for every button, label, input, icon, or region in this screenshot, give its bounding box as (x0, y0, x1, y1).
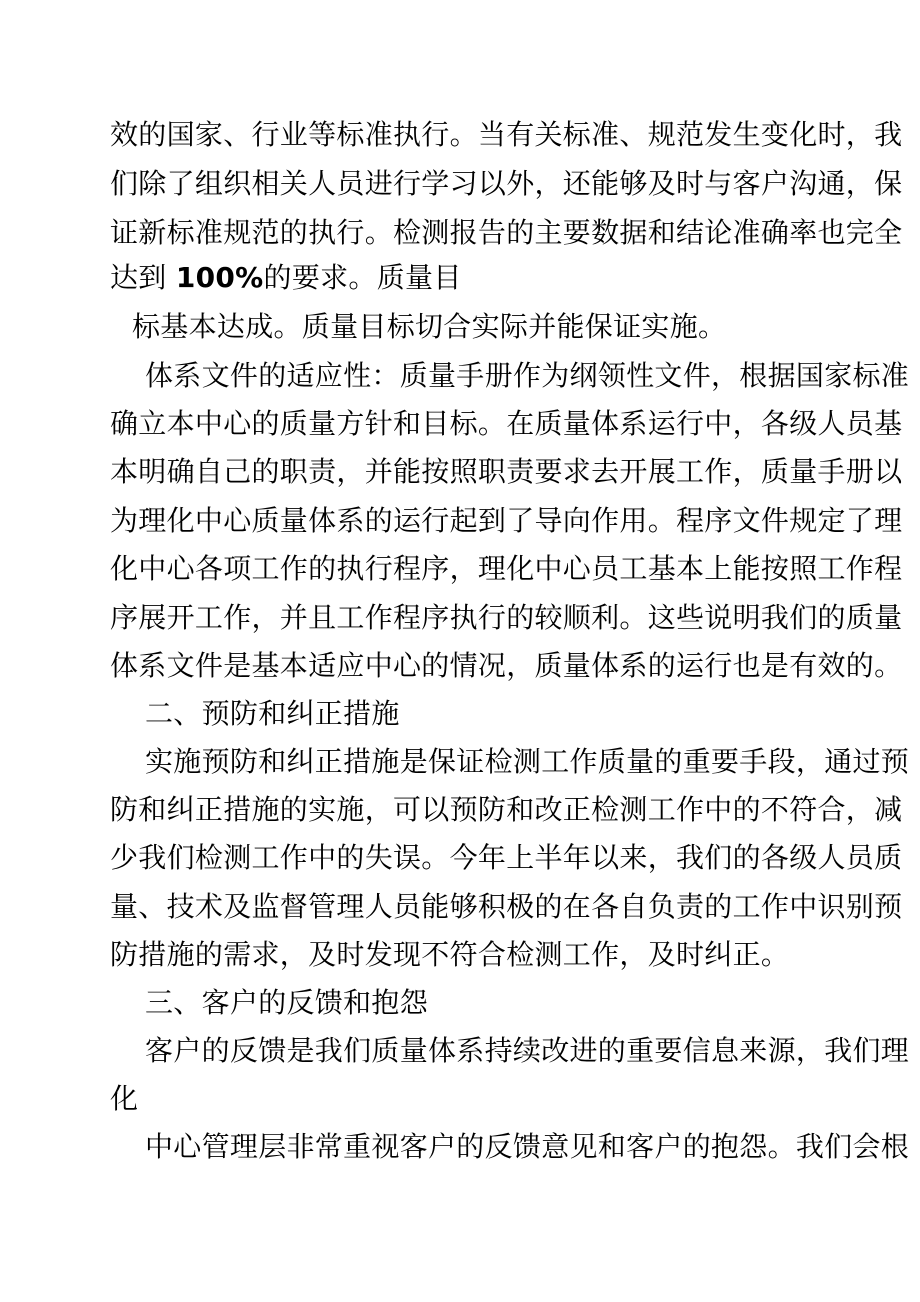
paragraph-line: 体系文件的适应性：质量手册作为纲领性文件，根据国家标准 (145, 359, 910, 392)
paragraph-line (110, 254, 462, 302)
paragraph-line: 为理化中心质量体系的运行起到了导向作用。程序文件规定了理 (110, 504, 903, 537)
paragraph-line: 客户的反馈是我们质量体系持续改进的重要信息来源，我们理 (145, 1034, 910, 1067)
paragraph-line: 标基本达成。质量目标切合实际并能保证实施。 (132, 310, 727, 343)
paragraph-line: 证新标准规范的执行。检测报告的主要数据和结论准确率也完全 (110, 216, 903, 249)
section-heading: 二、预防和纠正措施 (145, 697, 400, 730)
section-heading: 三、客户的反馈和抱怨 (145, 986, 429, 1019)
percentage-value: 100% (175, 261, 264, 294)
paragraph-line: 量、技术及监督管理人员能够积极的在各自负责的工作中识别预 (110, 890, 903, 923)
paragraph-line: 化中心各项工作的执行程序，理化中心员工基本上能按照工作程 (110, 552, 903, 585)
paragraph-line: 确立本中心的质量方针和目标。在质量体系运行中，各级人员基 (110, 407, 903, 440)
paragraph-line: 防和纠正措施的实施，可以预防和改正检测工作中的不符合，减 (110, 793, 903, 826)
paragraph-line: 效的国家、行业等标准执行。当有关标准、规范发生变化时，我 (110, 118, 903, 151)
paragraph-line: 少我们检测工作中的失误。今年上半年以来，我们的各级人员质 (110, 841, 903, 874)
paragraph-line: 本明确自己的职责，并能按照职责要求去开展工作，质量手册以 (110, 455, 903, 488)
paragraph-line: 体系文件是基本适应中心的情况，质量体系的运行也是有效的。 (110, 649, 903, 682)
paragraph-line: 化 (110, 1082, 139, 1115)
paragraph-line: 中心管理层非常重视客户的反馈意见和客户的抱怨。我们会根 (145, 1130, 910, 1163)
paragraph-line: 们除了组织相关人员进行学习以外，还能够及时与客户沟通，保 (110, 167, 903, 200)
line-text: 的要求。质量目 (263, 261, 462, 294)
paragraph-line: 序展开工作，并且工作程序执行的较顺利。这些说明我们的质量 (110, 601, 903, 634)
paragraph-line: 实施预防和纠正措施是保证检测工作质量的重要手段，通过预 (145, 745, 910, 778)
paragraph-line: 防措施的需求，及时发现不符合检测工作，及时纠正。 (110, 938, 790, 971)
line-text: 达到 (110, 261, 176, 294)
